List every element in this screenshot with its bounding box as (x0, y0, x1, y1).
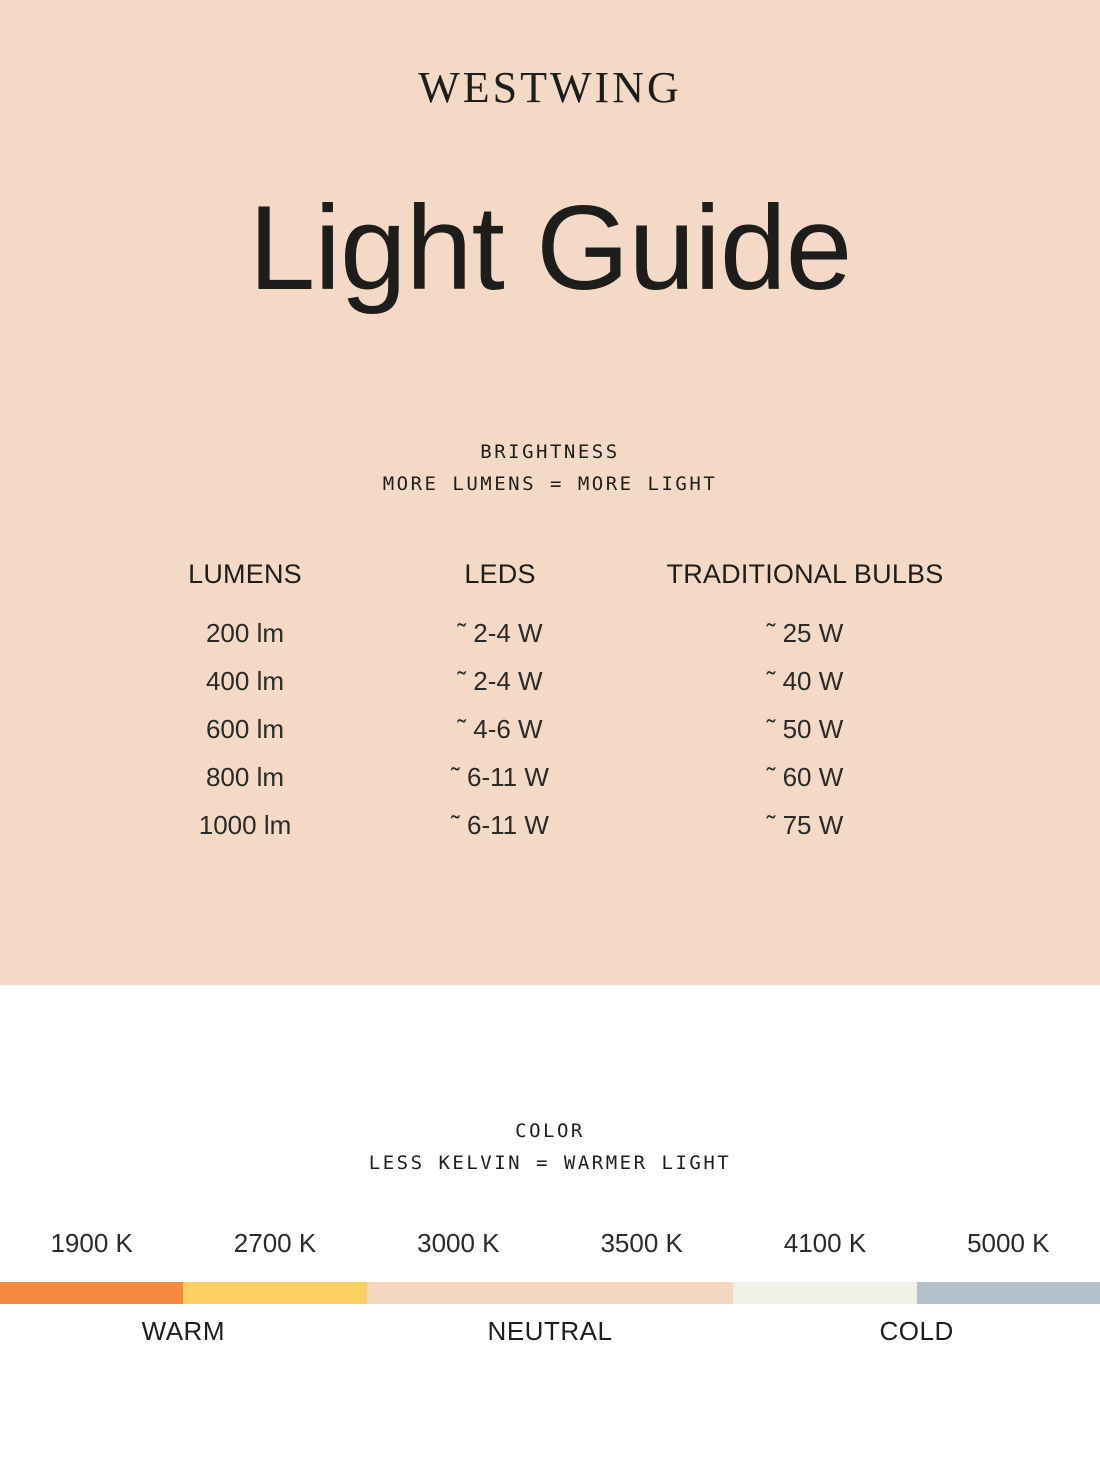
range-label-cold: COLD (879, 1316, 954, 1346)
table-row (120, 754, 980, 802)
color-range-labels (0, 1316, 1100, 1347)
column-header-lumens: LUMENS (188, 558, 302, 589)
cell-bulbs: ˜ 40 W (766, 666, 844, 696)
color-swatch-5000k (917, 1282, 1100, 1304)
brand-wordmark: WESTWING (418, 63, 682, 112)
brightness-subheading: MORE LUMENS = MORE LIGHT (382, 473, 718, 495)
cell-lumens: 800 lm (205, 762, 285, 792)
color-subheading: LESS KELVIN = WARMER LIGHT (368, 1152, 732, 1174)
cell-lumens: 400 lm (205, 666, 285, 696)
cell-bulbs: ˜ 75 W (766, 810, 844, 840)
kelvin-label: 5000 K (967, 1228, 1050, 1258)
brightness-section-label (0, 436, 1100, 500)
cell-lumens: 600 lm (205, 714, 285, 744)
table-row (120, 658, 980, 706)
cell-lumens: 1000 lm (198, 810, 292, 840)
cell-leds: ˜ 6-11 W (451, 810, 549, 840)
color-swatch-2700k (183, 1282, 366, 1304)
kelvin-label: 1900 K (50, 1228, 133, 1258)
color-panel (0, 985, 1100, 1467)
cell-bulbs: ˜ 25 W (766, 618, 844, 648)
cell-leds: ˜ 6-11 W (451, 762, 549, 792)
color-temperature-bar (0, 1282, 1100, 1304)
color-swatch-3000k (367, 1282, 550, 1304)
kelvin-scale-labels (0, 1228, 1100, 1259)
range-label-neutral: NEUTRAL (487, 1316, 613, 1346)
column-header-traditional-bulbs: TRADITIONAL BULBS (666, 558, 944, 589)
brightness-heading: BRIGHTNESS (480, 441, 620, 463)
brightness-table (120, 550, 980, 850)
table-row (120, 706, 980, 754)
cell-bulbs: ˜ 50 W (766, 714, 844, 744)
color-section-label (0, 1115, 1100, 1179)
color-swatch-3500k (550, 1282, 733, 1304)
cell-bulbs: ˜ 60 W (766, 762, 844, 792)
table-row (120, 802, 980, 850)
kelvin-label: 2700 K (233, 1228, 317, 1258)
cell-leds: ˜ 4-6 W (457, 714, 543, 744)
table-header-row (120, 550, 980, 610)
kelvin-label: 3500 K (600, 1228, 683, 1258)
range-label-warm: WARM (141, 1316, 225, 1346)
table-row (120, 610, 980, 658)
cell-lumens: 200 lm (205, 618, 285, 648)
color-swatch-4100k (733, 1282, 916, 1304)
kelvin-label: 4100 K (783, 1228, 867, 1258)
kelvin-label: 3000 K (417, 1228, 500, 1258)
page-title: Light Guide (248, 181, 852, 315)
column-header-leds: LEDS (464, 558, 536, 589)
cell-leds: ˜ 2-4 W (457, 666, 543, 696)
cell-leds: ˜ 2-4 W (457, 618, 543, 648)
color-heading: COLOR (515, 1120, 585, 1142)
color-swatch-1900k (0, 1282, 183, 1304)
